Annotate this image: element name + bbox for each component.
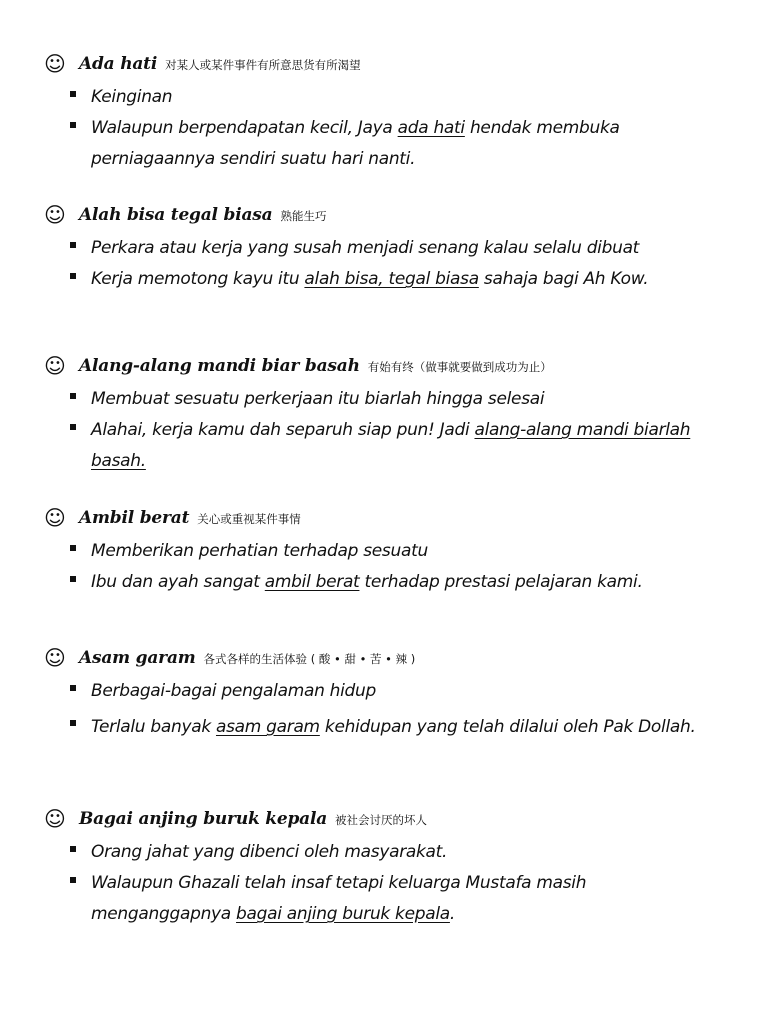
entry-points xyxy=(0,837,768,930)
chinese-meaning: 熟能生巧 xyxy=(280,209,327,223)
square-bullet-icon xyxy=(70,545,76,551)
chinese-meaning: 关心或重视某件事情 xyxy=(197,512,301,526)
smiley-icon: ☺ xyxy=(44,52,66,76)
definition-item xyxy=(0,82,731,113)
entry-heading xyxy=(0,203,768,233)
proverb-term: Alah bisa tegal biasa 熟能生巧 xyxy=(79,205,327,225)
example-text: Kerja memotong kayu itu alah bisa, tegal biasa sahaja bagi Ah Kow. xyxy=(91,269,649,289)
proverb-term: Asam garam 各式各样的生活体验 ( 酸 • 甜 • 苦 • 辣 ) xyxy=(79,648,416,668)
definition-item xyxy=(0,536,731,567)
example-text: Walaupun Ghazali telah insaf tetapi keluarga Mustafa masih menganggapnya bagai anjing buruk kepala. xyxy=(91,873,587,924)
proverb-entry xyxy=(0,52,768,175)
proverb-entry xyxy=(0,646,768,744)
example-text: Walaupun berpendapatan kecil, Jaya ada hati hendak membuka perniagaannya sendiri suatu hari nanti. xyxy=(91,118,620,169)
definition-item xyxy=(0,233,731,264)
square-bullet-icon xyxy=(70,273,76,279)
entry-heading xyxy=(0,646,768,676)
example-text: Alahai, kerja kamu dah separuh siap pun! Jadi alang-alang mandi biarlah basah. xyxy=(91,420,691,471)
example-item xyxy=(0,113,731,175)
entry-points xyxy=(0,384,768,477)
proverb-entry xyxy=(0,807,768,930)
square-bullet-icon xyxy=(70,393,76,399)
square-bullet-icon xyxy=(70,846,76,852)
chinese-meaning: 有始有终（做事就要做到成功为止） xyxy=(367,360,552,374)
square-bullet-icon xyxy=(70,242,76,248)
proverb-term: Ada hati 对某人或某件事件有所意思货有所渴望 xyxy=(79,54,361,74)
example-text: Terlalu banyak asam garam kehidupan yang telah dilalui oleh Pak Dollah. xyxy=(91,717,696,737)
square-bullet-icon xyxy=(70,424,76,430)
square-bullet-icon xyxy=(70,122,76,128)
smiley-icon: ☺ xyxy=(44,203,66,227)
entry-points xyxy=(0,233,768,295)
smiley-icon: ☺ xyxy=(44,807,66,831)
proverb-term: Ambil berat 关心或重视某件事情 xyxy=(79,508,301,528)
smiley-icon: ☺ xyxy=(44,506,66,530)
entry-points xyxy=(0,536,768,598)
definition-item xyxy=(0,384,731,415)
definition-text: Keinginan xyxy=(91,87,173,107)
definition-text: Memberikan perhatian terhadap sesuatu xyxy=(91,541,428,561)
example-item xyxy=(0,567,731,598)
example-item xyxy=(0,415,731,477)
proverb-term: Bagai anjing buruk kepala 被社会讨厌的坏人 xyxy=(79,809,428,829)
proverb-entry xyxy=(0,203,768,295)
underlined-phrase: ambil berat xyxy=(264,572,360,592)
definition-text: Perkara atau kerja yang susah menjadi senang kalau selalu dibuat xyxy=(91,238,640,258)
definition-text: Membuat sesuatu perkerjaan itu biarlah hingga selesai xyxy=(91,389,545,409)
underlined-phrase: alang-alang mandi biarlah basah. xyxy=(91,420,691,471)
entry-heading xyxy=(0,52,768,82)
proverb-entry xyxy=(0,354,768,477)
chinese-meaning: 被社会讨厌的坏人 xyxy=(335,813,428,827)
example-item xyxy=(0,264,731,295)
entry-points xyxy=(0,82,768,175)
example-item xyxy=(0,711,731,744)
underlined-phrase: alah bisa, tegal biasa xyxy=(304,269,479,289)
square-bullet-icon xyxy=(70,720,76,726)
example-text: Ibu dan ayah sangat ambil berat terhadap prestasi pelajaran kami. xyxy=(91,572,643,592)
smiley-icon: ☺ xyxy=(44,354,66,378)
underlined-phrase: ada hati xyxy=(397,118,465,138)
square-bullet-icon xyxy=(70,91,76,97)
chinese-meaning: 对某人或某件事件有所意思货有所渴望 xyxy=(165,58,361,72)
square-bullet-icon xyxy=(70,576,76,582)
entry-points xyxy=(0,676,768,744)
proverb-term: Alang-alang mandi biar basah 有始有终（做事就要做到成功为止） xyxy=(79,356,552,376)
entry-heading xyxy=(0,506,768,536)
proverb-entry xyxy=(0,506,768,598)
underlined-phrase: asam garam xyxy=(215,717,320,737)
underlined-phrase: bagai anjing buruk kepala xyxy=(236,904,450,924)
smiley-icon: ☺ xyxy=(44,646,66,670)
definition-text: Orang jahat yang dibenci oleh masyarakat. xyxy=(91,842,448,862)
square-bullet-icon xyxy=(70,685,76,691)
definition-text: Berbagai-bagai pengalaman hidup xyxy=(91,681,377,701)
definition-item xyxy=(0,676,731,707)
example-item xyxy=(0,868,731,930)
square-bullet-icon xyxy=(70,877,76,883)
definition-item xyxy=(0,837,731,868)
entry-heading xyxy=(0,354,768,384)
chinese-meaning: 各式各样的生活体验 ( 酸 • 甜 • 苦 • 辣 ) xyxy=(203,652,416,666)
entry-heading xyxy=(0,807,768,837)
